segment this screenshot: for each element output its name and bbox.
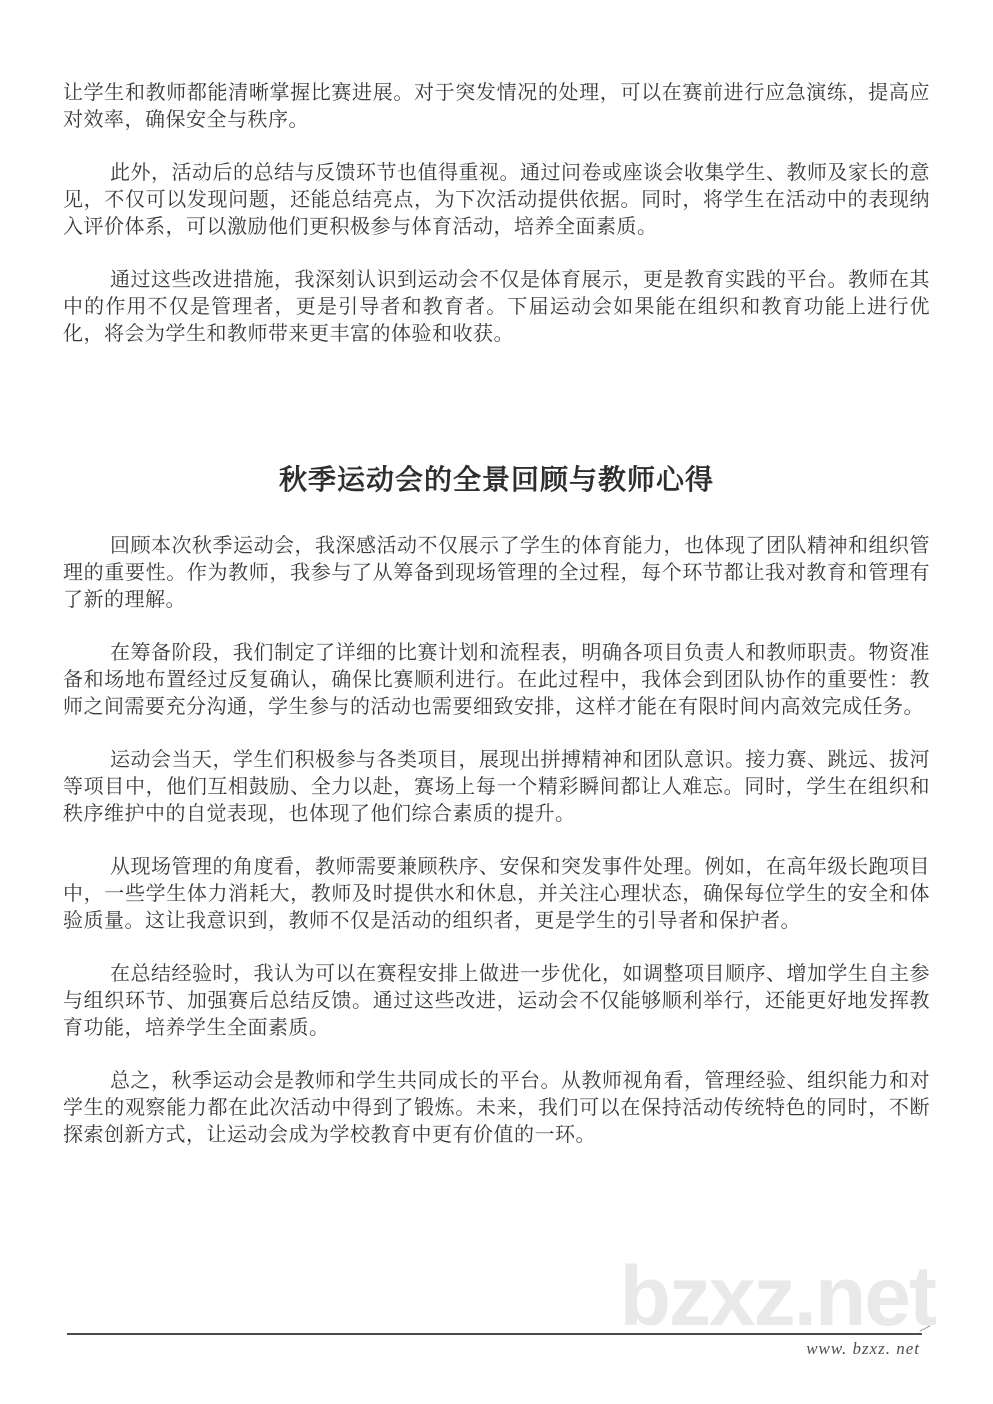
paragraph: 回顾本次秋季运动会，我深感活动不仅展示了学生的体育能力，也体现了团队精神和组织管理的重要性。作为教师，我参与了从筹备到现场管理的全过程，每个环节都让我对教育和管理有了新的理解。 (63, 535, 930, 611)
paragraph: 在筹备阶段，我们制定了详细的比赛计划和流程表，明确各项目负责人和教师职责。物资准备和场地布置经过反复确认，确保比赛顺利进行。在此过程中，我体会到团队协作的重要性：教师之间需要充分沟通，学生参与的活动也需要细致安排，这样才能在有限时间内高效完成任务。 (63, 642, 930, 718)
paragraph: 运动会当天，学生们积极参与各类项目，展现出拼搏精神和团队意识。接力赛、跳远、拔河等项目中，他们互相鼓励、全力以赴，赛场上每一个精彩瞬间都让人难忘。同时，学生在组织和秩序维护中的自觉表现，也体现了他们综合素质的提升。 (63, 749, 930, 825)
footer-divider (67, 1333, 922, 1335)
paragraph: 此外，活动后的总结与反馈环节也值得重视。通过问卷或座谈会收集学生、教师及家长的意见，不仅可以发现问题，还能总结亮点，为下次活动提供依据。同时，将学生在活动中的表现纳入评价体系，可以激励他们更积极参与体育活动，培养全面素质。 (63, 162, 930, 238)
paragraph: 让学生和教师都能清晰掌握比赛进展。对于突发情况的处理，可以在赛前进行应急演练，提高应对效率，确保安全与秩序。 (63, 82, 930, 131)
paragraph: 在总结经验时，我认为可以在赛程安排上做进一步优化，如调整项目顺序、增加学生自主参与组织环节、加强赛后总结反馈。通过这些改进，运动会不仅能够顺利举行，还能更好地发挥教育功能，培养学生全面素质。 (63, 963, 930, 1039)
page-title: 秋季运动会的全景回顾与教师心得 (278, 465, 714, 496)
watermark-text: bzxz.net (619, 1249, 935, 1343)
paragraph: 总之，秋季运动会是教师和学生共同成长的平台。从教师视角看，管理经验、组织能力和对学生的观察能力都在此次活动中得到了锻炼。未来，我们可以在保持活动传统特色的同时，不断探索创新方式，让运动会成为学校教育中更有价值的一环。 (63, 1070, 930, 1146)
document-body (63, 80, 930, 1175)
footer-url: www. bzxz. net (806, 1339, 920, 1358)
paragraph: 从现场管理的角度看，教师需要兼顾秩序、安保和突发事件处理。例如，在高年级长跑项目中，一些学生体力消耗大，教师及时提供水和休息，并关注心理状态，确保每位学生的安全和体验质量。这让我意识到，教师不仅是活动的组织者，更是学生的引导者和保护者。 (63, 856, 930, 932)
paragraph: 通过这些改进措施，我深刻认识到运动会不仅是体育展示，更是教育实践的平台。教师在其中的作用不仅是管理者，更是引导者和教育者。下届运动会如果能在组织和教育功能上进行优化，将会为学生和教师带来更丰富的体验和收获。 (63, 269, 930, 345)
